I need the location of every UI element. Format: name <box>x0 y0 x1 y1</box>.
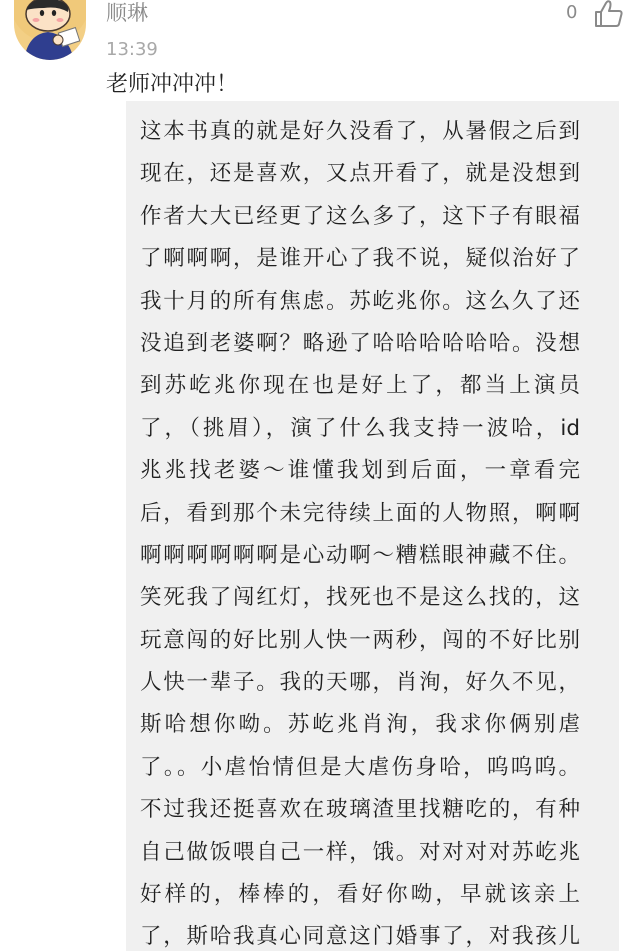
article-line: 了，斯哈我真心同意这门婚事了，对我孩儿 <box>140 924 580 950</box>
article-line: 好样的，棒棒的，看好你呦，早就该亲上 <box>140 882 580 908</box>
article-line: 不过我还挺喜欢在玻璃渣里找糖吃的，有种 <box>140 797 580 823</box>
article-line: 笑死我了闯红灯，找死也不是这么找的，这 <box>140 585 580 611</box>
article-line: 自己做饭喂自己一样，饿。对对对对苏屹兆 <box>140 839 580 865</box>
article-line: 兆兆找老婆～谁懂我划到后面，一章看完 <box>140 458 580 484</box>
username[interactable]: 顺琳 <box>106 1 148 25</box>
article-line: 到苏屹兆你现在也是好上了，都当上演员 <box>140 373 580 399</box>
article-line: 了。。小虐怡情但是大虐伤身哈，呜呜呜。 <box>140 754 580 780</box>
like-count: 0 <box>566 2 578 23</box>
thumbs-up-icon[interactable] <box>594 0 624 28</box>
article-text-lines <box>140 111 580 951</box>
article-line: 我十月的所有焦虑。苏屹兆你。这么久了还 <box>140 288 580 314</box>
article-line: 啊啊啊啊啊啊是心动啊～糟糕眼神藏不住。 <box>140 542 580 568</box>
article-line: 人快一辈子。我的天哪，肖洵，好久不见， <box>140 670 580 696</box>
article-line: 了啊啊啊，是谁开心了我不说，疑似治好了 <box>140 246 580 272</box>
article-line: 了，（挑眉），演了什么我支持一波哈，id <box>140 415 580 441</box>
article-line: 斯哈想你呦。苏屹兆肖洵，我求你俩别虐 <box>140 712 580 738</box>
comment-timestamp: 13:39 <box>106 39 158 60</box>
article-line: 后，看到那个未完待续上面的人物照，啊啊 <box>140 500 580 526</box>
article-line: 现在，还是喜欢，又点开看了，就是没想到 <box>140 161 580 187</box>
screenshot-article-image[interactable] <box>126 101 619 951</box>
article-line: 这本书真的就是好久没看了，从暑假之后到 <box>140 119 580 144</box>
article-line: 作者大大已经更了这么多了，这下子有眼福 <box>140 203 580 229</box>
comment-text: 老师冲冲冲！ <box>106 72 239 97</box>
cartoon-boy-avatar-icon[interactable] <box>14 0 86 60</box>
article-line: 没追到老婆啊？略逊了哈哈哈哈哈哈。没想 <box>140 330 580 356</box>
article-line: 玩意闯的好比别人快一两秒，闯的不好比别 <box>140 627 580 653</box>
